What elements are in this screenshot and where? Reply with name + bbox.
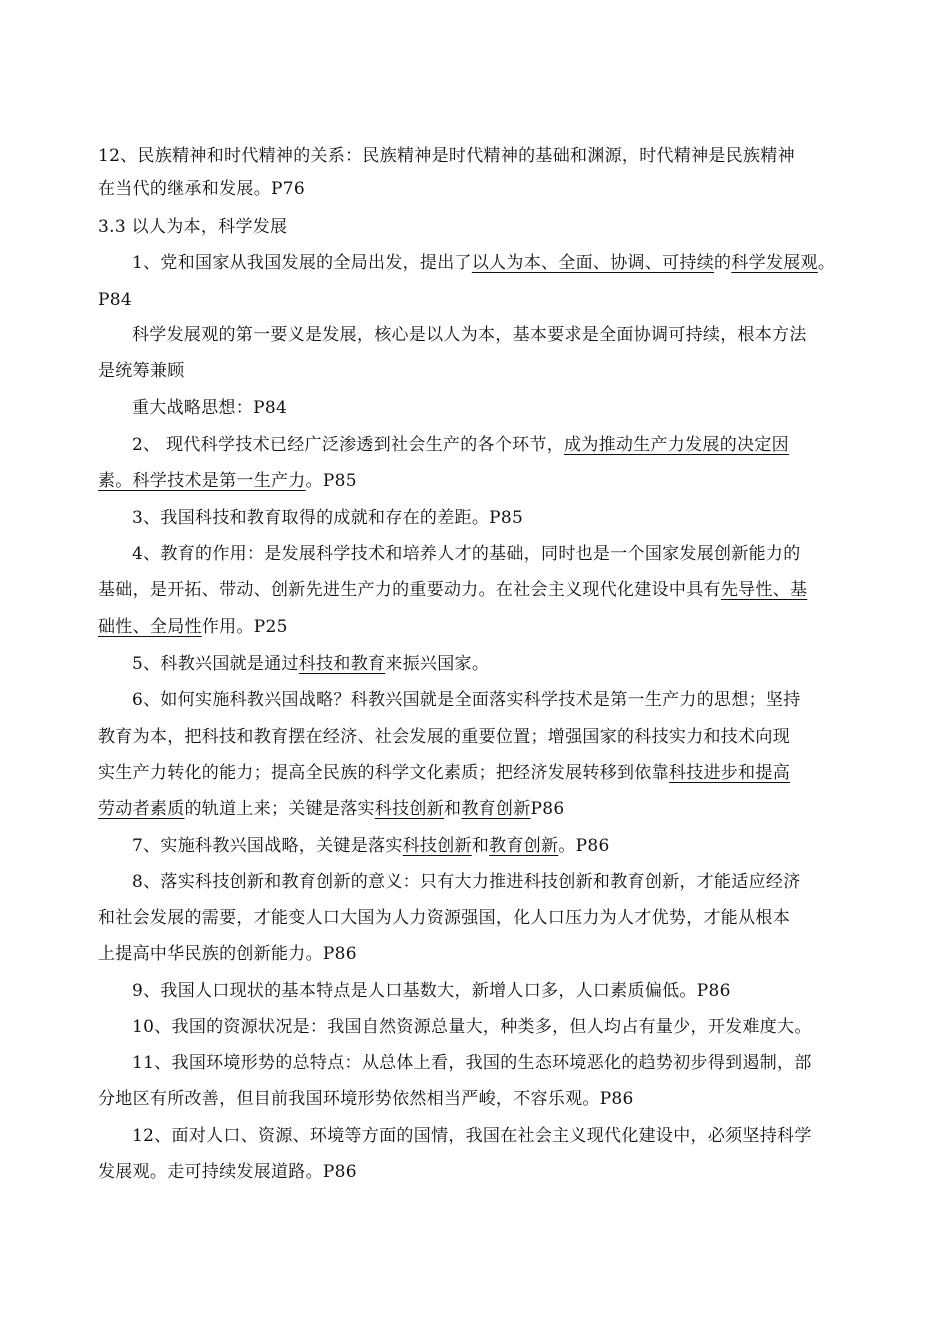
text-line: 2、 现代科学技术已经广泛渗透到社会生产的各个环节，成为推动生产力发展的决定因 <box>132 435 789 455</box>
underlined-term: 科技创新 <box>402 836 472 856</box>
text-line: 实生产力转化的能力；提高全民族的科学文化素质；把经济发展转移到依靠科技进步和提高 <box>98 763 791 783</box>
text-line: 基础，是开拓、带动、创新先进生产力的重要动力。在社会主义现代化建设中具有先导性、基 <box>98 580 808 600</box>
underlined-term: 劳动者素质 <box>98 799 185 819</box>
text-line: 9、我国人口现状的基本特点是人口基数大，新增人口多，人口素质偏低。P86 <box>132 981 731 1001</box>
text-line: 11、我国环境形势的总特点：从总体上看，我国的生态环境恶化的趋势初步得到遏制，部 <box>132 1053 812 1073</box>
underlined-term: 科技创新 <box>374 799 445 819</box>
underlined-term: 教育创新 <box>489 836 559 856</box>
text-line: 3、我国科技和教育取得的成就和存在的差距。P85 <box>132 508 524 528</box>
section-heading: 3.3 以人为本，科学发展 <box>98 217 288 237</box>
underlined-term: 成为推动生产力发展的决定因 <box>564 435 789 455</box>
text-line: 上提高中华民族的创新能力。P86 <box>98 944 357 964</box>
text-line: 重大战略思想：P84 <box>132 398 288 418</box>
text-line: 和社会发展的需要，才能变人口大国为人力资源强国，化人口压力为人才优势，才能从根本 <box>98 908 790 928</box>
text-line: 发展观。走可持续发展道路。P86 <box>98 1162 357 1182</box>
underlined-term: 素。科学技术是第一生产力 <box>98 471 306 491</box>
underlined-term: 础性、全局性 <box>98 617 202 637</box>
text-line: 劳动者素质的轨道上来；关键是落实科技创新和教育创新P86 <box>98 799 565 819</box>
text-line: 6、如何实施科教兴国战略？科教兴国就是全面落实科学技术是第一生产力的思想；坚持 <box>132 690 801 710</box>
text-line: 1、党和国家从我国发展的全局出发，提出了以人为本、全面、协调、可持续的科学发展观。 <box>132 253 836 273</box>
text-line: 8、落实科技创新和教育创新的意义：只有大力推进科技创新和教育创新，才能适应经济 <box>132 872 801 892</box>
underlined-term: 科学发展观 <box>731 253 818 273</box>
text-line: 素。科学技术是第一生产力。P85 <box>98 471 357 491</box>
text-line: 分地区有所改善，但目前我国环境形势依然相当严峻，不容乐观。P86 <box>98 1089 634 1109</box>
text-line: 在当代的继承和发展。P76 <box>98 179 305 199</box>
text-line: 10、我国的资源状况是：我国自然资源总量大，种类多，但人均占有量少，开发难度大。 <box>132 1017 812 1037</box>
text-line: 教育为本，把科技和教育摆在经济、社会发展的重要位置；增强国家的科技实力和技术向现 <box>98 727 790 747</box>
underlined-term: 科技和教育 <box>298 654 386 674</box>
text-line: P84 <box>98 290 132 310</box>
underlined-term: 以人为本、全面、协调、可持续 <box>471 253 715 273</box>
text-line: 科学发展观的第一要义是发展，核心是以人为本，基本要求是全面协调可持续，根本方法 <box>132 325 807 345</box>
text-line: 是统筹兼顾 <box>98 361 185 381</box>
underlined-term: 教育创新 <box>461 799 531 819</box>
text-line: 5、科教兴国就是通过科技和教育来振兴国家。 <box>132 654 490 674</box>
underlined-term: 科技进步和提高 <box>668 763 791 783</box>
underlined-term: 先导性、基 <box>720 580 808 600</box>
text-line: 础性、全局性作用。P25 <box>98 617 288 637</box>
text-line: 4、教育的作用：是发展科学技术和培养人才的基础，同时也是一个国家发展创新能力的 <box>132 544 801 564</box>
text-line: 12、民族精神和时代精神的关系：民族精神是时代精神的基础和渊源，时代精神是民族精神 <box>98 146 795 166</box>
text-line: 7、实施科教兴国战略，关键是落实科技创新和教育创新。P86 <box>132 836 610 856</box>
text-line: 12、面对人口、资源、环境等方面的国情，我国在社会主义现代化建设中，必须坚持科学 <box>132 1126 812 1146</box>
